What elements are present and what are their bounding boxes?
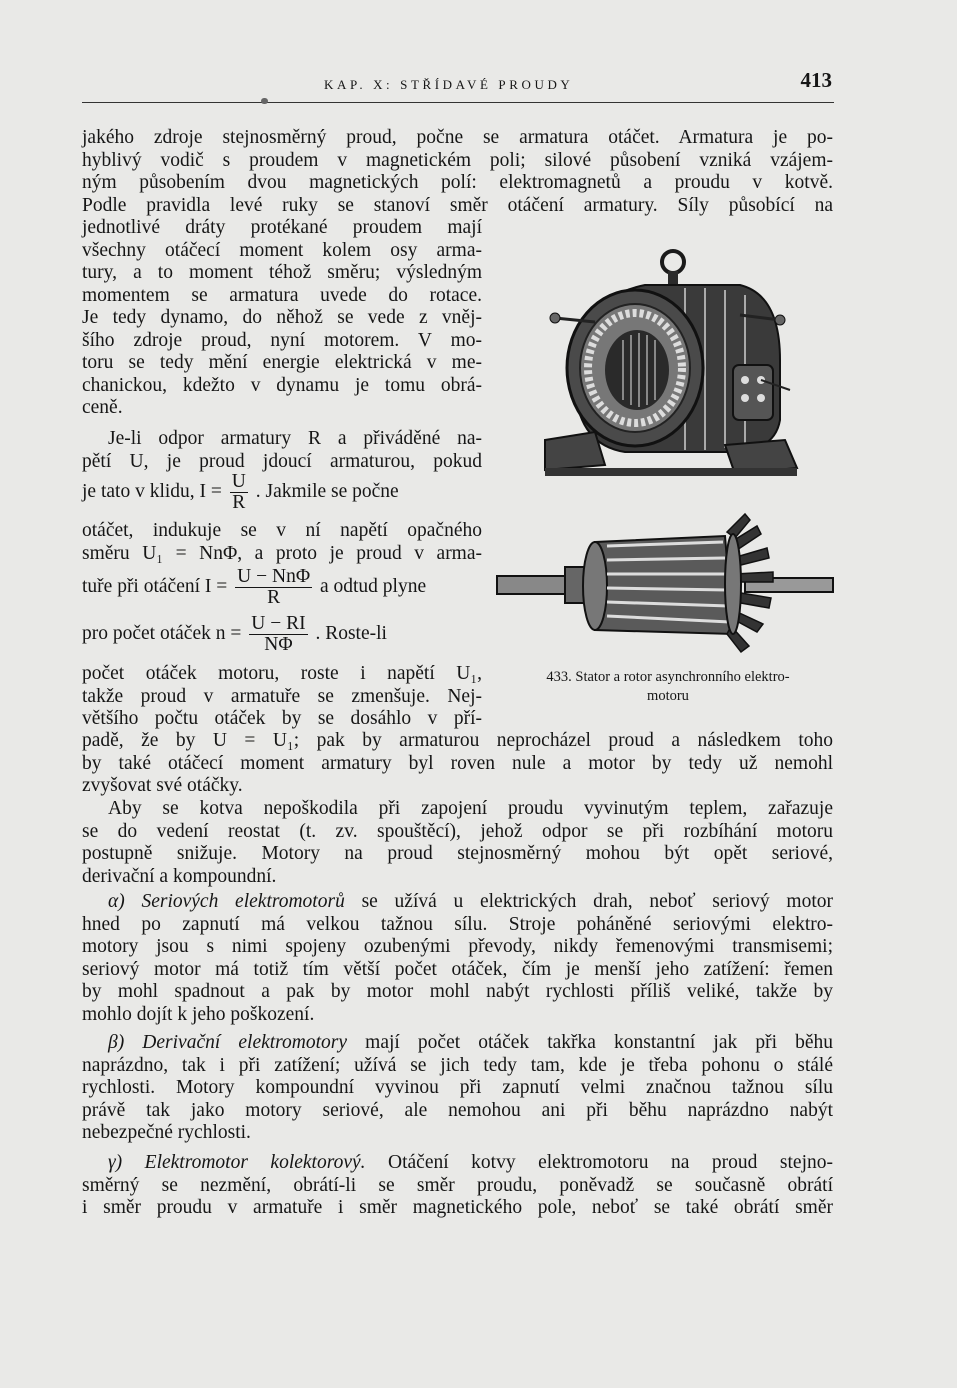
- text-line: počet otáček motoru, roste i napětí U₁,: [82, 663, 482, 684]
- text-line: se do vedení reostat (t. zv. spouštěcí), jehož odpor se při rozbíhání motoru: [82, 820, 833, 842]
- text-line: hyblivý vodič s proudem v magnetickém poli; silové působení vzniká vzájem-: [82, 149, 833, 171]
- paragraph-alpha: [82, 891, 833, 1026]
- text-line: α) Seriových elektromotorů se užívá u elektrických drah, neboť seriový motor: [108, 891, 833, 912]
- text-line: nebezpečné rychlosti.: [82, 1122, 251, 1143]
- text-line: otáčet, indukuje se v ní napětí opačného: [82, 520, 482, 541]
- section-title: α) Seriových elektromotorů: [108, 891, 345, 912]
- equation-current-rest: je tato v klidu, I = $\frac{U}{R}$ . Jakmile se počne: [82, 471, 399, 513]
- equation-speed: pro počet otáček n = $\frac{U - RI}{N\Phi}$ . Roste-li: [82, 613, 387, 655]
- figure-caption: 433. Stator a rotor asynchronního elektro- motoru: [546, 669, 790, 704]
- equation-current-rotating: tuře při otáčení I = $\frac{\text{U − NnΦ}}{R}$ a odtud plyne: [82, 566, 427, 608]
- text-line: by také otáčecí moment armatury byl roven nule a motor by tedy už nemohl: [82, 752, 833, 774]
- text-line: jednotlivé dráty protékané proudem mají: [82, 217, 482, 238]
- text-line: takže proud v armatuře se zmenšuje. Nej-: [82, 685, 482, 707]
- text-line: Je-li odpor armatury R a přiváděné na-: [108, 428, 482, 449]
- paragraph-2-middle: [82, 520, 482, 565]
- text-line: směrný se nezmění, obrátí-li se směr proudu, poněvadž se současně obrátí: [82, 1174, 833, 1196]
- text-line: Aby se kotva nepoškodila při zapojení proudu vyvinutým teplem, zařazuje: [108, 798, 833, 819]
- text-line: toru se tedy mění energie elektrická v me-: [82, 352, 482, 373]
- paragraph-1-full: [82, 127, 833, 217]
- paragraph-2-column-end: [82, 663, 482, 731]
- text-line: motory jsou s nimi spojeny ozubenými převody, nikdy řemenovými transmisemi;: [82, 936, 833, 957]
- stator-illustration: [535, 240, 805, 485]
- text-line: směru U₁ = NnΦ, a proto je proud v arma-: [82, 542, 482, 564]
- running-title: KAP. X: STŘÍDAVÉ PROUDY: [324, 77, 574, 92]
- paragraph-2-start: [82, 428, 482, 473]
- text-line: ným působením dvou magnetických polí: elektromagnetů a proudu v kotvě.: [82, 172, 833, 193]
- text-line: hned po zapnutí má velkou tažnou sílu. Stroje poháněné seriovými elektro-: [82, 913, 833, 935]
- text-line: ceně.: [82, 397, 123, 418]
- fraction: $\frac{U}{R}$: [231, 471, 246, 513]
- section-title: γ) Elektromotor kolektorový.: [108, 1152, 366, 1173]
- paragraph-1-column: [82, 217, 482, 420]
- text-line: derivační a kompoundní.: [82, 865, 277, 887]
- text-line: pětí U, je proud jdoucí armaturou, pokud: [82, 450, 482, 472]
- fraction: $\frac{U - RI}{N\Phi}$: [251, 613, 306, 655]
- text-line: Podle pravidla levé ruky se stanoví směr otáčení armatury. Síly působící na: [82, 194, 833, 216]
- text-line: většího počtu otáček by se dosáhlo v pří-: [82, 708, 482, 729]
- text-line: padě, že by U = U₁; pak by armaturou neprocházel proud a následkem toho: [82, 730, 833, 751]
- text-line: všechny otáčecí moment kolem osy arma-: [82, 239, 482, 261]
- text-line: mohlo dojít k jeho poškození.: [82, 1003, 315, 1025]
- ink-dot: [261, 98, 268, 104]
- text-line: β) Derivační elektromotory mají počet otáček takřka konstantní jak při běhu: [108, 1032, 833, 1053]
- paragraph-2-full: [82, 730, 833, 798]
- paragraph-beta: [82, 1032, 833, 1145]
- rotor-illustration: [495, 512, 835, 662]
- text-line: naprázdno, tak i při zatížení; užívá se jich tedy tam, kde je třeba pohonu o stálé: [82, 1054, 833, 1076]
- text-line: γ) Elektromotor kolektorový. Otáčení kotvy elektromotoru na proud stejno-: [108, 1152, 833, 1173]
- text-line: Je tedy dynamo, do něhož se vede z vněj-: [82, 307, 482, 328]
- fraction: $\frac{\text{U − NnΦ}}{R}$: [237, 566, 311, 608]
- text-line: momentem se armatura uvede do rotace.: [82, 284, 482, 306]
- text-line: zvyšovat své otáčky.: [82, 775, 243, 796]
- text-line: právě tak jako motory seriové, ale nemohou ani při běhu naprázdno nabýt: [82, 1099, 833, 1121]
- text-line: by mohl spadnout a pak by motor mohl nabýt rychlosti příliš veliké, takže by: [82, 981, 833, 1002]
- text-line: postupně snižuje. Motory na proud stejnosměrný mohou být opět seriové,: [82, 843, 833, 864]
- text-line: jakého zdroje stejnosměrný proud, počne se armatura otáčet. Armatura je po-: [82, 127, 833, 148]
- paragraph-3: [82, 798, 833, 888]
- page-header: [82, 68, 834, 103]
- text-line: seriový motor má totiž tím větší počet otáček, čím je menší jeho zatížení: řemen: [82, 958, 833, 980]
- text-line: i směr proudu v armatuře i směr magnetického pole, neboť se také obrátí směr: [82, 1197, 833, 1218]
- section-title: β) Derivační elektromotory: [108, 1032, 348, 1053]
- page-number: 413: [800, 68, 832, 92]
- text-line: tury, a to moment téhož směru; výsledným: [82, 262, 482, 283]
- text-line: šího zdroje proud, nyní motorem. V mo-: [82, 329, 482, 351]
- paragraph-gamma: [82, 1152, 833, 1220]
- text-line: rychlosti. Motory kompoundní vyvinou při zapnutí velmi značnou tažnou sílu: [82, 1077, 833, 1098]
- text-line: chanickou, kdežto v dynamu je tomu obrá-: [82, 374, 482, 396]
